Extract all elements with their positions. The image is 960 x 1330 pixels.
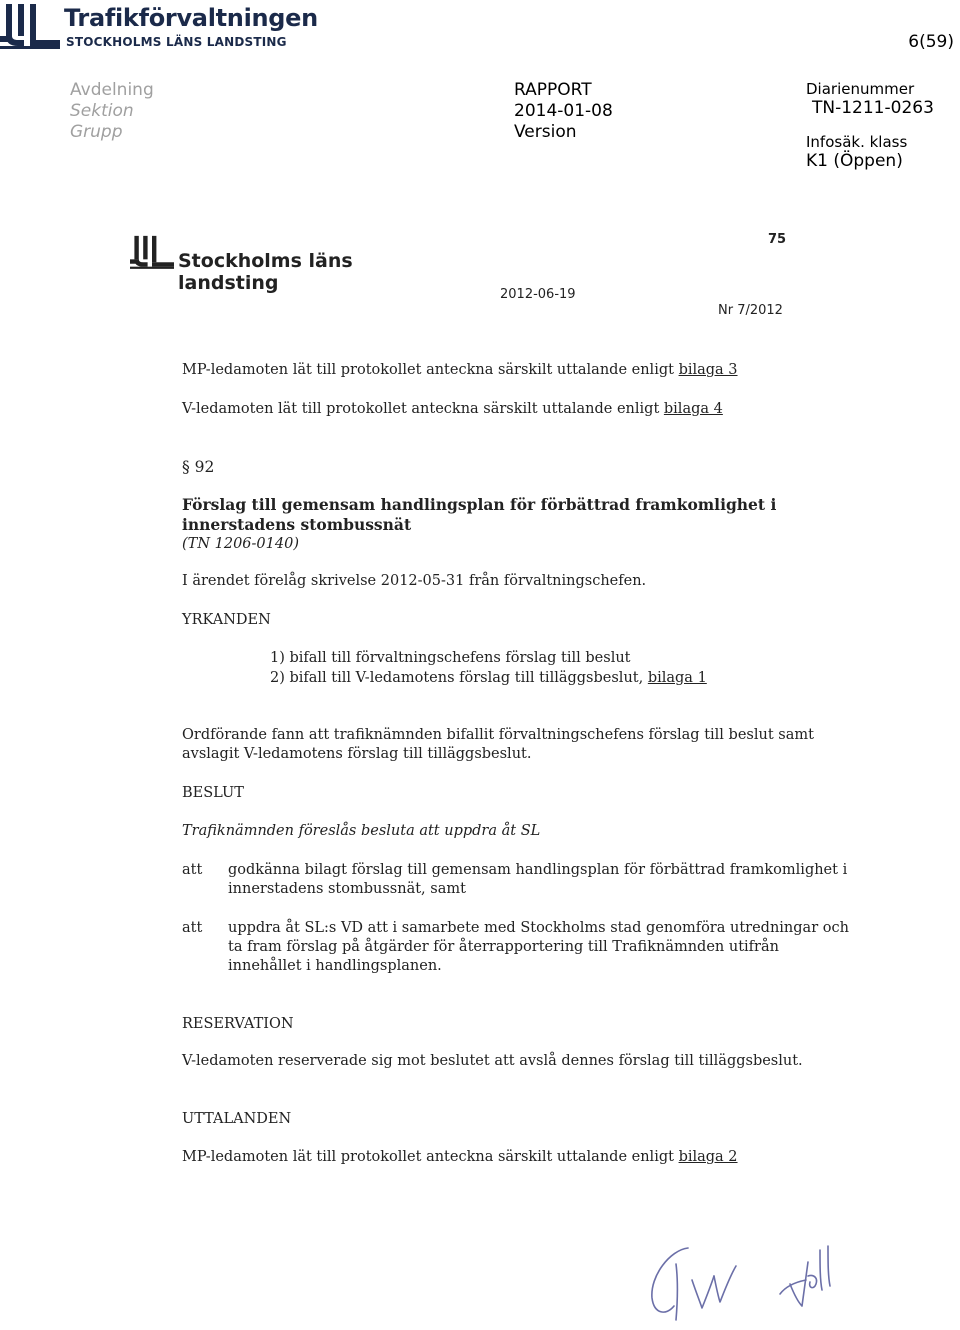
att-label-1: att [182,862,203,878]
uttalanden-heading: UTTALANDEN [182,1111,292,1127]
att1-line1: godkänna bilagt förslag till gemensam handlingsplan för förbättrad framkomlighet i [228,862,848,878]
sll-logo-mark-icon [0,2,60,50]
org-name: Trafikförvaltningen [64,4,318,32]
meta-grupp: Grupp [70,122,123,142]
att2-line1: uppdra åt SL:s VD att i samarbete med Stockholms stad genomföra utredningar och [228,920,849,936]
uttalanden-text: MP-ledamoten lät till protokollet anteckna särskilt uttalande enligt bilaga 2 [182,1149,738,1165]
bilaga-3-ref: bilaga 3 [678,362,738,378]
yrkande-2: 2) bifall till V-ledamotens förslag till tilläggsbeslut, bilaga 1 [270,670,707,686]
att-label-2: att [182,920,203,936]
beslut-lead: Trafiknämnden föreslås besluta att uppdra åt SL [182,823,541,839]
yrkanden-heading: YRKANDEN [182,612,271,628]
reservation-heading: RESERVATION [182,1016,294,1032]
att2-line2: ta fram förslag på åtgärder för återrapportering till Trafiknämnden utifrån [228,939,779,955]
reservation-text: V-ledamoten reserverade sig mot beslutet att avslå dennes förslag till tilläggsbeslut. [182,1053,803,1069]
beslut-heading: BESLUT [182,785,244,801]
bilaga-1-ref: bilaga 1 [647,670,707,686]
scan-page-number: 75 [768,232,787,247]
org-subtitle: STOCKHOLMS LÄNS LANDSTING [66,35,287,49]
diarie-value: TN-1211-0263 [812,98,934,118]
infosak-value: K1 (Öppen) [806,151,903,171]
item-title-line2: innerstadens stombussnät [182,515,412,534]
scan-logo [130,234,450,294]
att2-line3: innehållet i handlingsplanen. [228,958,442,974]
meta-report-date: 2014-01-08 [514,101,613,121]
note-mp: MP-ledamoten lät till protokollet anteckna särskilt uttalande enligt bilaga 3 [182,362,738,378]
paragraph-number: § 92 [182,458,215,476]
trafikforvaltningen-logo [0,0,320,52]
signature-initials-image [630,1236,850,1326]
case-number: (TN 1206-0140) [182,536,299,552]
ordforande-line2: avslagit V-ledamotens förslag till tilläggsbeslut. [182,746,532,762]
bilaga-4-ref: bilaga 4 [663,401,723,417]
sll-logo-mark-icon [130,234,174,270]
scan-date: 2012-06-19 [500,287,576,302]
meta-avdelning: Avdelning [70,80,154,100]
scan-protocol-nr: Nr 7/2012 [718,303,783,318]
yrkande-1: 1) bifall till förvaltningschefens förslag till beslut [270,650,631,666]
scan-logo-text: Stockholms läns landsting [178,250,353,294]
intro-text: I ärendet förelåg skrivelse 2012-05-31 från förvaltningschefen. [182,573,647,589]
meta-version: Version [514,122,577,142]
note-v: V-ledamoten lät till protokollet anteckna särskilt uttalande enligt bilaga 4 [182,401,723,417]
bilaga-2-ref: bilaga 2 [678,1149,738,1165]
meta-sektion: Sektion [70,101,134,121]
meta-report-type: RAPPORT [514,80,592,100]
att1-line2: innerstadens stombussnät, samt [228,881,466,897]
item-title-line1: Förslag till gemensam handlingsplan för förbättrad framkomlighet i [182,495,777,514]
diarie-label: Diarienummer [806,80,915,98]
infosak-label: Infosäk. klass [806,133,908,151]
page-number: 6(59) [908,32,954,52]
ordforande-line1: Ordförande fann att trafiknämnden bifallit förvaltningschefens förslag till beslut samt [182,727,814,743]
